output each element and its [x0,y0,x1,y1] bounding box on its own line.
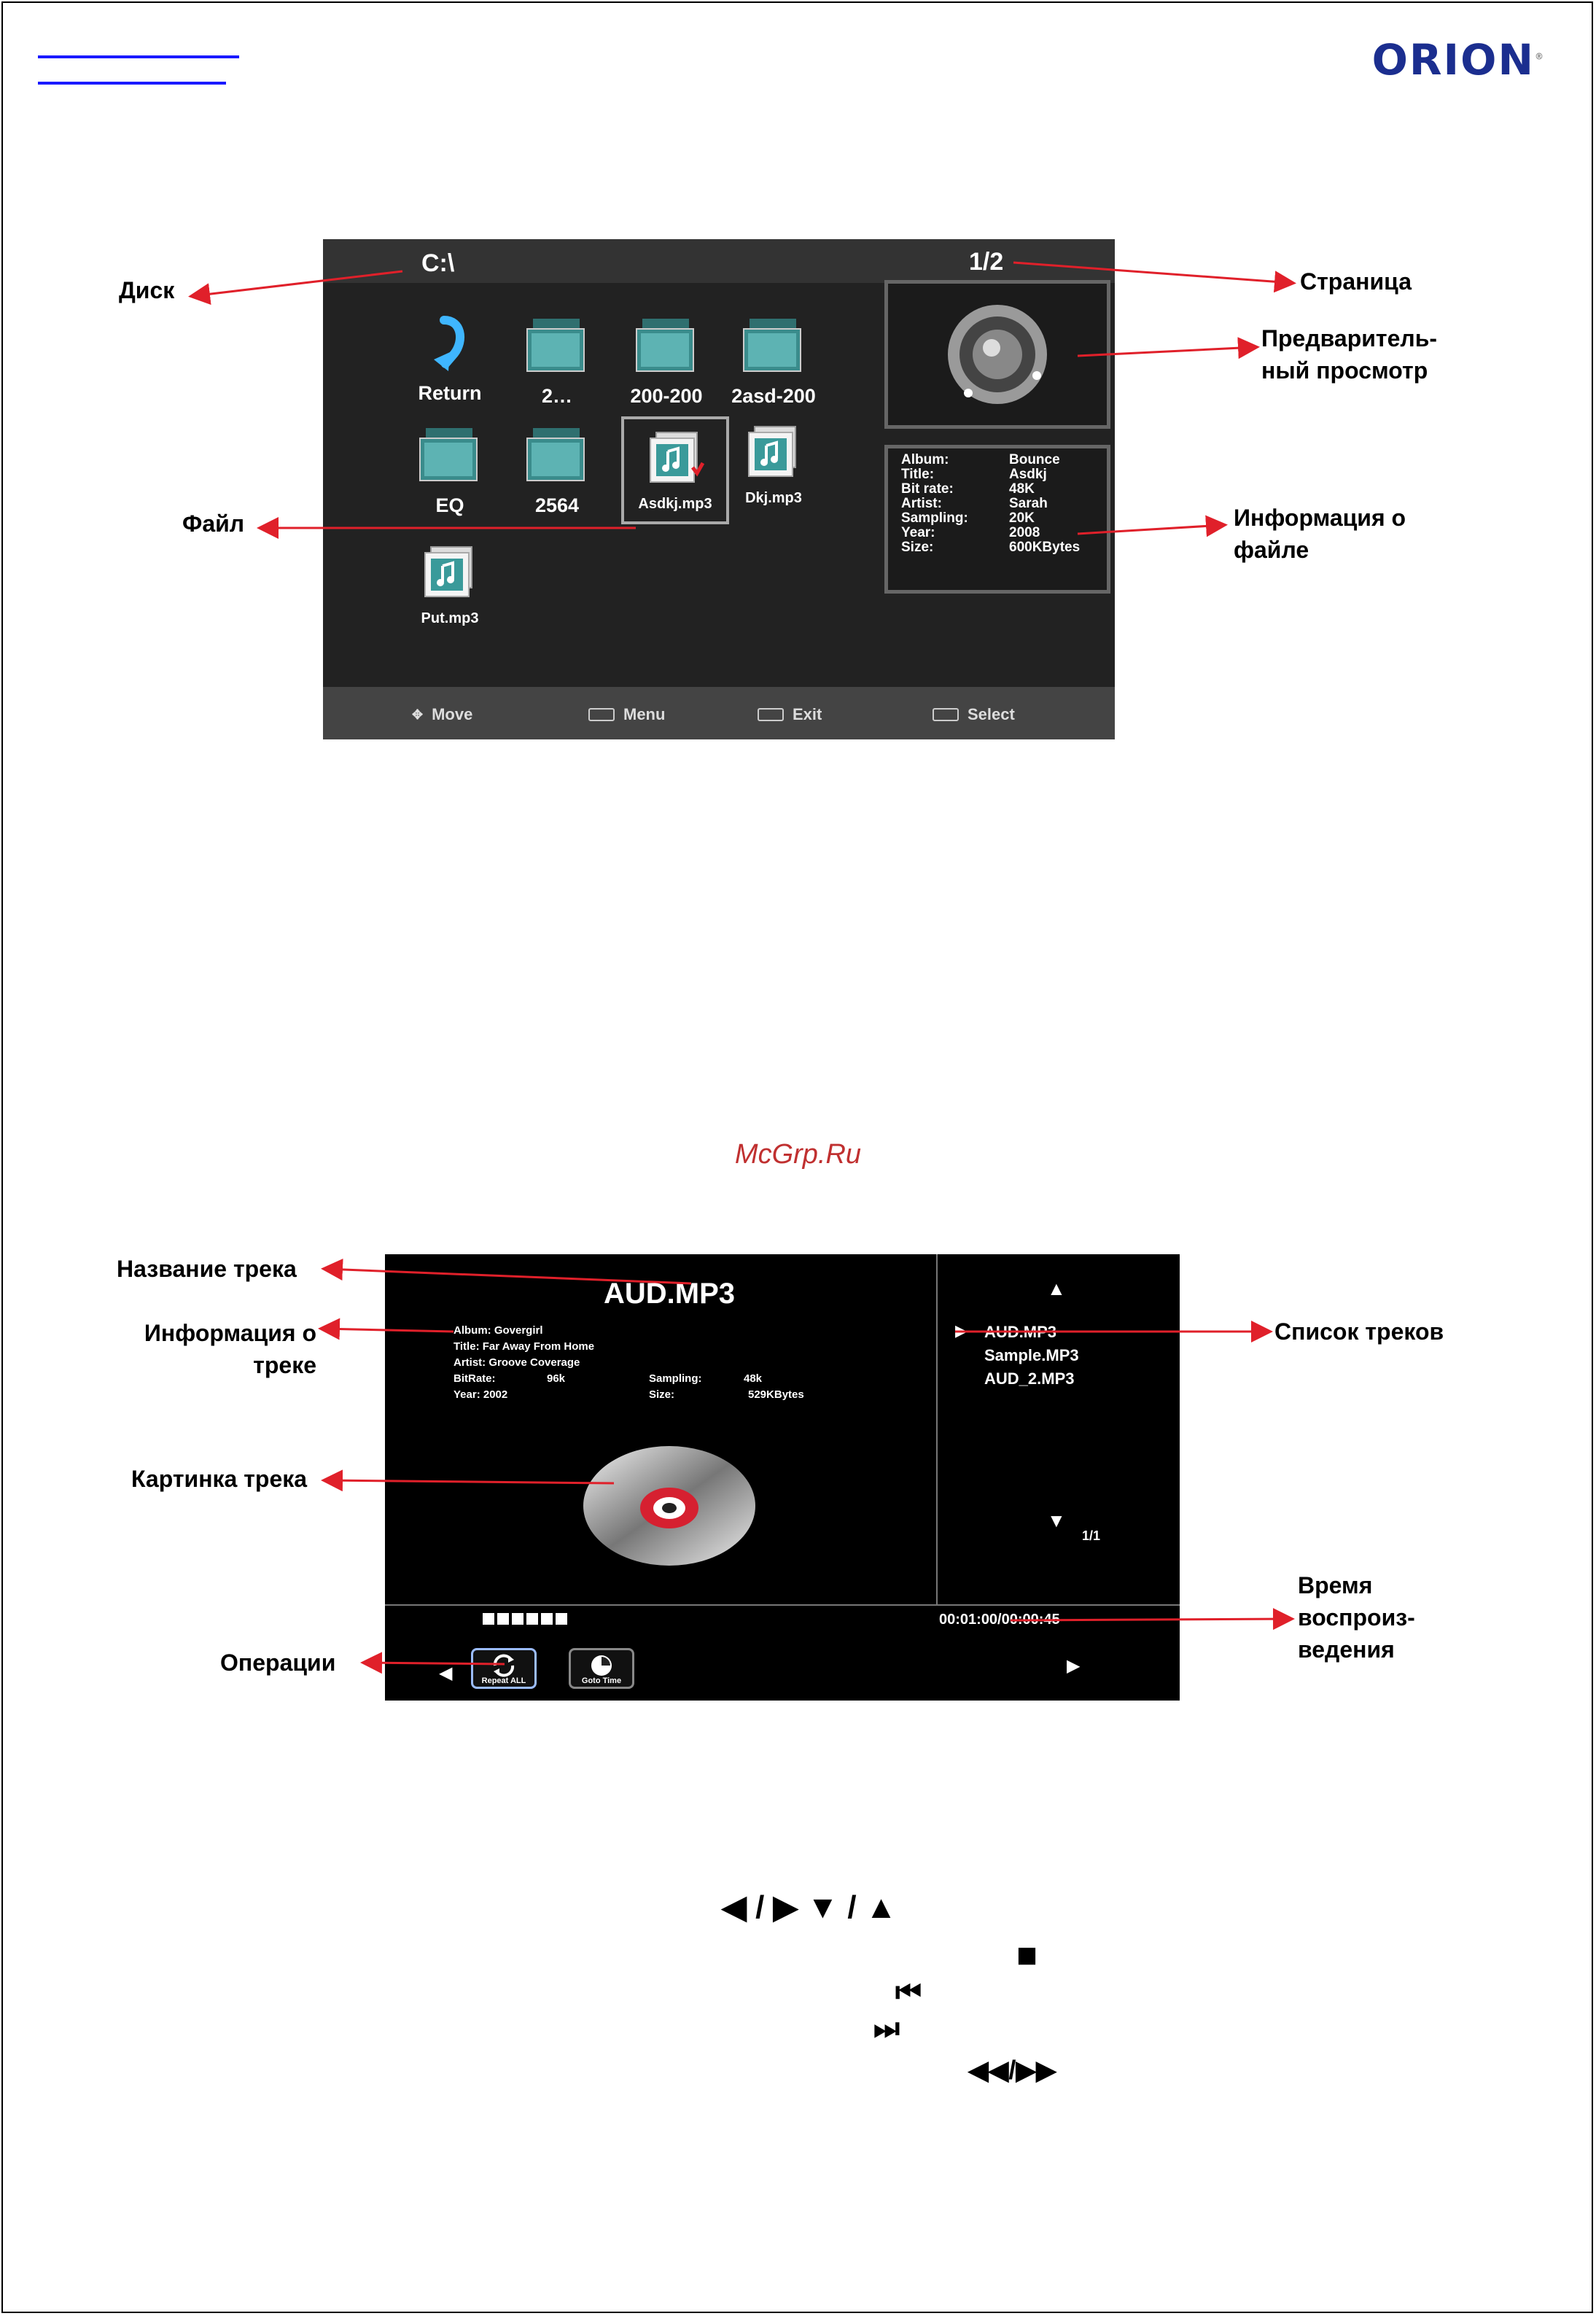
label-page: Страница [1300,268,1412,295]
label-track-info: Информация о треке [144,1320,316,1378]
list-scroll-up-icon[interactable]: ▲ [1047,1278,1066,1299]
info-title: Title: Far Away From Home [454,1340,595,1353]
browser-footer [323,687,1115,739]
file-info-key: Album: [901,452,949,467]
stop-button-symbol: ■ [1016,1936,1038,1975]
music-file-icon [421,545,479,599]
item-label: Dkj.mp3 [745,490,802,506]
file-info-row [888,467,1107,482]
watermark: McGrp.Ru [734,1139,862,1170]
prev-button-symbol: ⏮ [895,1976,922,2008]
music-file-icon [744,425,803,479]
track-title: AUD.MP3 [604,1278,736,1310]
rew-ff-button-symbols: ◀◀/▶▶ [968,2055,1056,2085]
track-list-item[interactable]: AUD.MP3 [984,1323,1057,1341]
cd-disc-icon [582,1444,757,1568]
file-info-row [888,540,1107,555]
info-sampling-label: Sampling: [649,1372,702,1385]
move-arrows-icon: ✥ [412,707,424,722]
label-file-info: Информация о файле [1234,505,1406,563]
info-bitrate-label: BitRate: [454,1372,496,1385]
file-info-value: 48K [1009,481,1035,497]
label-track-picture: Картинка трека [131,1466,308,1492]
file-info-row [888,453,1107,467]
info-artist: Artist: Groove Coverage [454,1356,580,1369]
item-folder-eq[interactable] [395,425,505,517]
current-path: C:\ [421,249,455,277]
speaker-icon [888,284,1107,425]
ops-prev-arrow-icon[interactable]: ◀ [439,1663,453,1683]
file-browser-screen [323,239,1115,739]
progress-block [483,1613,494,1625]
footer-select: Select [933,705,1015,724]
item-label: EQ [435,494,464,516]
file-info-key: Artist: [901,496,942,511]
ops-next-arrow-icon[interactable]: ▶ [1067,1656,1081,1676]
item-label: Asdkj.mp3 [638,496,712,512]
file-info-row [888,526,1107,540]
menu-key-icon [588,708,615,721]
folder-icon [526,425,588,483]
file-info-value: Bounce [1009,452,1060,467]
item-label: Return [418,382,482,404]
ok-key-icon [933,708,959,721]
item-put-mp3[interactable] [395,545,505,627]
track-list-item[interactable]: AUD_2.MP3 [984,1369,1075,1388]
track-list-item[interactable]: Sample.MP3 [984,1346,1079,1364]
play-time: 00:01:00/00:00:45 [939,1612,1060,1628]
list-scroll-down-icon[interactable]: ▼ [1047,1509,1066,1531]
file-info-row [888,511,1107,526]
navigation-buttons-symbols: ◀ / ▶ ▼ / ▲ [722,1889,898,1925]
panel-divider-vertical [936,1254,938,1604]
file-info-value: 600KBytes [1009,540,1081,555]
item-label: 2… [541,385,573,407]
footer-exit: Exit [758,705,822,724]
folder-icon [419,425,481,483]
item-folder-2[interactable] [502,316,612,408]
progress-block [497,1613,509,1625]
info-album: Album: Govergirl [454,1324,543,1337]
info-bitrate: 96k [547,1372,566,1385]
orion-logo: ORION® [1371,35,1545,85]
clock-icon [588,1652,615,1679]
file-info-key: Sampling: [901,510,968,526]
item-label: Put.mp3 [421,610,479,626]
info-sampling: 48k [744,1372,763,1385]
info-year: Year: 2002 [454,1388,508,1401]
goto-time-button[interactable]: Goto Time [569,1648,634,1689]
progress-block [512,1613,523,1625]
playing-indicator-icon: ▶ [955,1321,968,1340]
file-info-key: Title: [901,467,935,482]
info-size: 529KBytes [748,1388,804,1401]
item-folder-200-200[interactable] [612,316,721,408]
file-info-row [888,482,1107,497]
label-track-list: Список треков [1274,1318,1444,1345]
file-info-value: 2008 [1009,525,1040,540]
repeat-icon [489,1652,518,1679]
page-indicator: 1/2 [969,248,1004,276]
item-asdkj-mp3-selected[interactable] [621,416,729,524]
progress-blocks [483,1613,570,1628]
folder-icon [742,316,805,374]
exit-key-icon [758,708,784,721]
file-info-key: Bit rate: [901,481,954,497]
file-info-value: 20K [1009,510,1035,526]
item-folder-2564[interactable] [502,425,612,517]
item-label: 2asd-200 [731,385,816,407]
label-disk: Диск [119,277,175,303]
label-operations: Операции [220,1649,336,1676]
music-player-screen [385,1254,1180,1701]
label-play-time: Время воспроиз- ведения [1298,1572,1415,1663]
progress-block [526,1613,538,1625]
label-track-name: Название трека [117,1256,297,1282]
next-button-symbol: ⏭ [873,2013,900,2045]
item-label: 2564 [534,494,580,516]
file-info-panel [884,445,1110,594]
file-info-key: Year: [901,525,935,540]
label-preview: Предваритель- ный просмотр [1261,325,1438,384]
file-info-row [888,497,1107,511]
item-label: 200-200 [630,385,703,407]
file-info-value: Sarah [1009,496,1048,511]
progress-block [556,1613,567,1625]
info-size-label: Size: [649,1388,675,1401]
return-icon [428,316,472,371]
item-folder-2asd-200[interactable] [719,316,828,408]
panel-divider-horizontal [385,1604,1180,1606]
footer-move: ✥ Move [412,705,473,723]
progress-block [541,1613,553,1625]
item-dkj-mp3[interactable] [719,425,828,507]
file-info-key: Size: [901,540,934,555]
track-list-page: 1/1 [1082,1528,1101,1543]
folder-icon [526,316,588,374]
footer-menu: Menu [588,705,665,724]
label-file: Файл [182,510,245,537]
music-file-icon [646,431,704,485]
file-info-value: Asdkj [1009,467,1047,482]
preview-panel [884,280,1110,429]
repeat-all-button[interactable]: Repeat ALL [471,1648,537,1689]
folder-icon [635,316,698,374]
item-return[interactable] [395,316,505,405]
